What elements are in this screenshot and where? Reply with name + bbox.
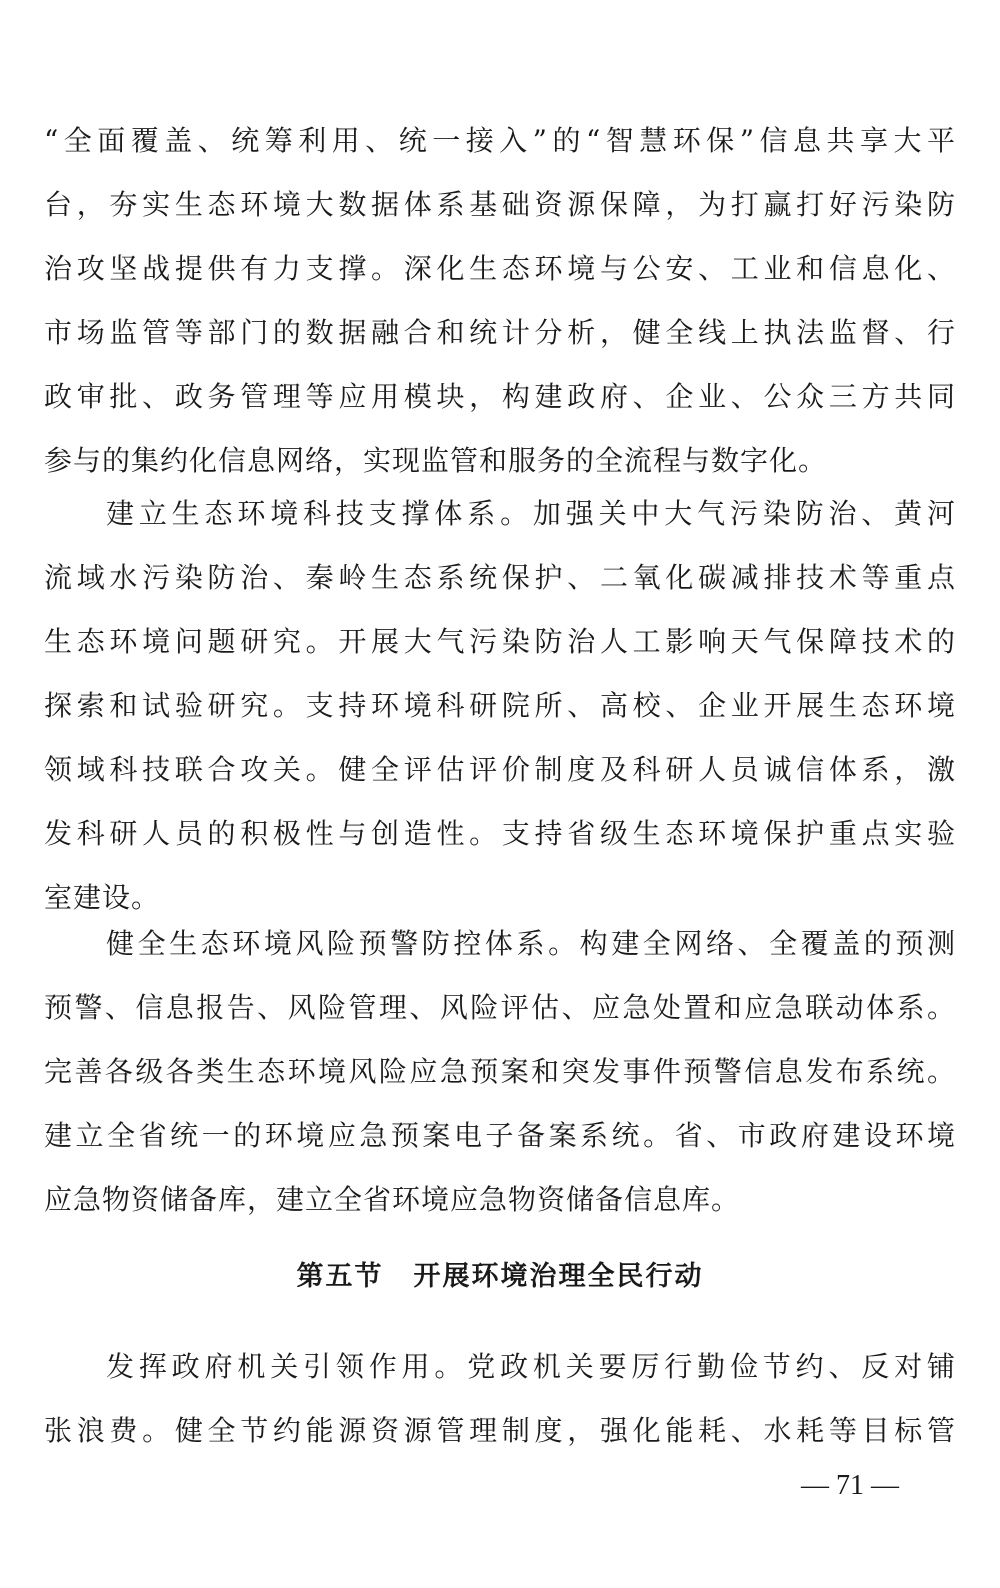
text-line: 发挥政府机关引领作用。党政机关要厉行勤俭节约、反对铺 (106, 1350, 956, 1383)
text-line: 发科研人员的积极性与创造性。支持省级生态环境保护重点实验 (44, 817, 956, 850)
text-line: 政审批、政务管理等应用模块，构建政府、企业、公众三方共同 (44, 380, 956, 413)
text-line: 台，夯实生态环境大数据体系基础资源保障，为打赢打好污染防 (44, 188, 956, 221)
text-line: 市场监管等部门的数据融合和统计分析，健全线上执法监督、行 (44, 316, 956, 349)
text-line: 探索和试验研究。支持环境科研院所、高校、企业开展生态环境 (44, 689, 956, 722)
text-line: 张浪费。健全节约能源资源管理制度，强化能耗、水耗等目标管 (44, 1414, 956, 1447)
text-line: 建立生态环境科技支撑体系。加强关中大气污染防治、黄河 (106, 497, 956, 530)
text-line: 室建设。 (44, 881, 161, 914)
text-line: 应急物资储备库，建立全省环境应急物资储备信息库。 (44, 1183, 741, 1216)
section-title: 开展环境治理全民行动 (413, 1261, 704, 1292)
text-line: 建立全省统一的环境应急预案电子备案系统。省、市政府建设环境 (44, 1119, 956, 1152)
paragraph-2 (44, 482, 956, 930)
paragraph-4 (44, 1335, 956, 1463)
paragraph-1 (44, 109, 956, 493)
text-line: 流域水污染防治、秦岭生态系统保护、二氧化碳减排技术等重点 (44, 561, 956, 594)
paragraph-3 (44, 912, 956, 1232)
text-line: 预警、信息报告、风险管理、风险评估、应急处置和应急联动体系。 (44, 991, 956, 1024)
section-heading (0, 1252, 1000, 1302)
text-line: 生态环境问题研究。开展大气污染防治人工影响天气保障技术的 (44, 625, 956, 658)
text-line: 参与的集约化信息网络，实现监管和服务的全流程与数字化。 (44, 444, 828, 477)
text-line: 治攻坚战提供有力支撑。深化生态环境与公安、工业和信息化、 (44, 252, 956, 285)
section-number: 第五节 (296, 1261, 384, 1292)
text-line: 领域科技联合攻关。健全评估评价制度及科研人员诚信体系，激 (44, 753, 956, 786)
text-line: 完善各级各类生态环境风险应急预案和突发事件预警信息发布系统。 (44, 1055, 956, 1088)
text-line: “全面覆盖、统筹利用、统一接入”的“智慧环保”信息共享大平 (44, 124, 956, 157)
page-number: — 71 — (801, 1470, 899, 1501)
text-line: 健全生态环境风险预警防控体系。构建全网络、全覆盖的预测 (106, 927, 956, 960)
